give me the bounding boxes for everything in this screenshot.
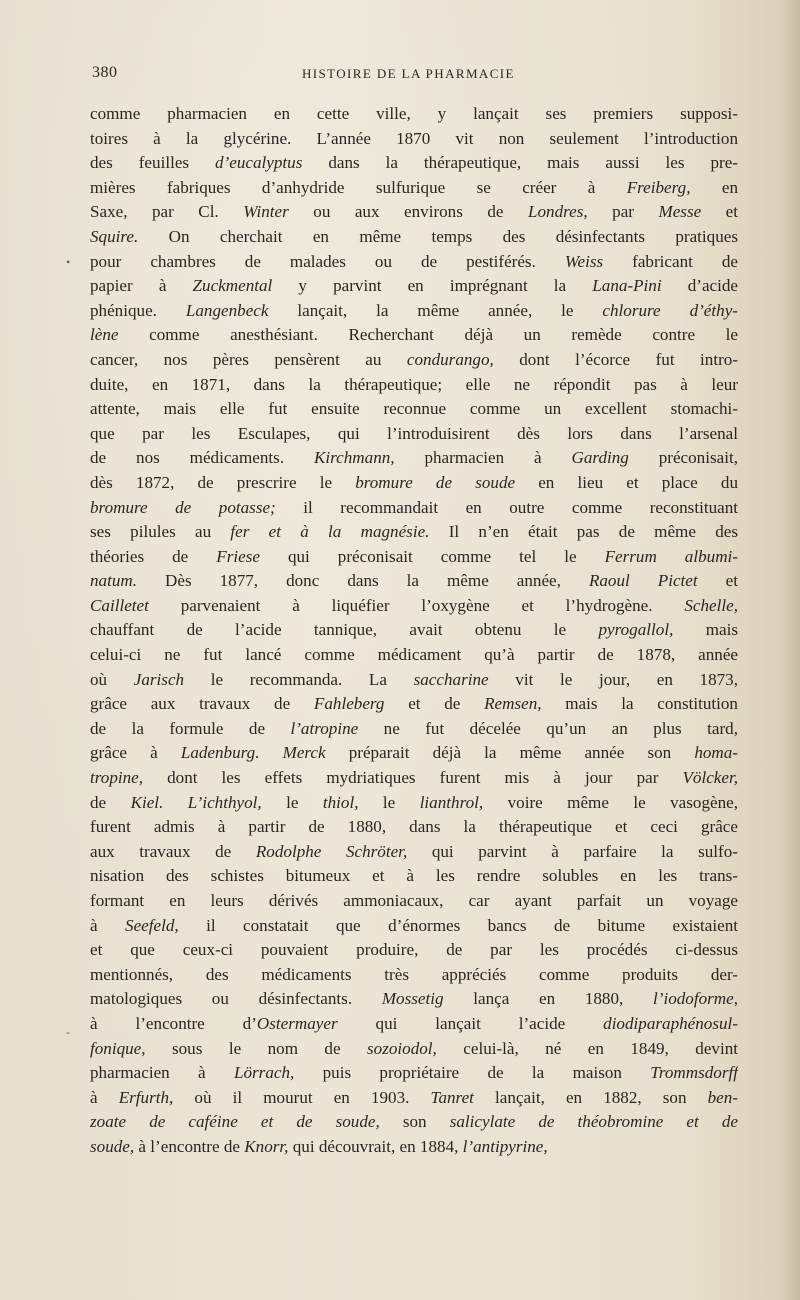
italic-run: Erfurth,	[118, 1087, 174, 1107]
text-run: mières fabriques d’anhydride sulfurique se créer à	[90, 177, 627, 197]
text-run: duite, en 1871, dans la thérapeutique; elle ne répondit pas à leur	[90, 374, 738, 394]
text-line	[90, 1012, 738, 1037]
text-run: mentionnés, des médicaments très appréciés comme produits der-	[90, 964, 738, 984]
text-run: aux travaux de	[90, 841, 256, 861]
italic-run: tropine,	[90, 768, 144, 788]
italic-run: Messe	[658, 202, 702, 222]
text-run: le	[358, 792, 420, 812]
text-run: sous le nom de	[145, 1038, 368, 1058]
italic-run: pyrogallol,	[598, 620, 674, 640]
text-line	[90, 815, 738, 840]
text-run: et	[697, 571, 738, 591]
text-run: papier à	[90, 276, 193, 296]
text-run: parvenaient à liquéfier l’oxygène et l’hydrogène.	[148, 595, 685, 615]
text-run: grâce à	[90, 743, 181, 763]
italic-run: Winter	[243, 202, 289, 222]
italic-run: Mossetig	[381, 989, 444, 1009]
text-run: cancer, nos pères pensèrent au	[90, 349, 407, 369]
text-run: attente, mais elle fut ensuite reconnue comme un excellent stomachi-	[90, 399, 738, 419]
text-line	[90, 422, 738, 447]
italic-run: fonique,	[90, 1038, 146, 1058]
text-run: il recommandait en outre comme reconstituant	[275, 497, 738, 517]
italic-run: Zuckmental	[192, 276, 273, 296]
text-run: y parvint en imprégnant la	[272, 276, 593, 296]
text-run: qui préconisait comme tel le	[259, 546, 605, 566]
text-line	[90, 1086, 738, 1111]
italic-run: ben-	[707, 1087, 738, 1107]
italic-run: fer et à la magnésie.	[230, 522, 430, 542]
text-run: toires à la glycérine. L’année 1870 vit non seulement l’introduction	[90, 128, 738, 148]
text-run: qui découvrait, en 1884,	[288, 1136, 463, 1156]
text-run: le recommanda. La	[184, 669, 414, 689]
text-run: il constatait que d’énormes bancs de bitume existaient	[178, 915, 738, 935]
text-run: dont les effets mydriatiques furent mis à jour par	[143, 768, 683, 788]
text-run: dont l’écorce fut intro-	[493, 349, 738, 369]
text-line	[90, 299, 738, 324]
text-run: ses pilules au	[90, 522, 231, 542]
text-line	[90, 864, 738, 889]
text-line	[90, 250, 738, 275]
text-line	[90, 373, 738, 398]
text-run: de la formule de	[90, 718, 291, 738]
italic-run: Lörrach,	[233, 1063, 295, 1083]
italic-run: bromure de potasse;	[90, 497, 276, 517]
text-line	[90, 225, 738, 250]
text-run: en	[690, 177, 738, 197]
italic-run: soude,	[90, 1136, 135, 1156]
text-run: de	[90, 792, 131, 812]
italic-run: Garding	[571, 448, 629, 468]
page-header	[92, 64, 738, 86]
text-run: mais	[673, 620, 738, 640]
text-run: Il n’en était pas de même des	[429, 522, 738, 542]
text-run: nisation des schistes bitumeux et à les rendre solubles en les trans-	[90, 866, 738, 886]
text-line	[90, 127, 738, 152]
text-run: dans la thérapeutique, mais aussi les pre-	[302, 153, 738, 173]
italic-run: Knorr,	[244, 1136, 289, 1156]
text-line	[90, 496, 738, 521]
text-line	[90, 594, 738, 619]
text-line	[90, 274, 738, 299]
text-line	[90, 545, 738, 570]
italic-run: zoate de caféine et de soude,	[90, 1112, 380, 1132]
text-run: à	[90, 1087, 119, 1107]
text-run: ne fut décelée qu’un an plus tard,	[358, 718, 738, 738]
text-run: préparait déjà la même année son	[325, 743, 695, 763]
italic-run: Remsen,	[484, 694, 542, 714]
text-run: pharmacien à	[90, 1063, 234, 1083]
text-run: Saxe, par Cl.	[90, 202, 244, 222]
italic-run: Raoul Pictet	[588, 571, 698, 591]
text-run: puis propriétaire de la maison	[294, 1063, 651, 1083]
italic-run: Jarisch	[133, 669, 185, 689]
text-run: voire même le vasogène,	[483, 792, 738, 812]
text-line	[90, 938, 738, 963]
text-line	[90, 717, 738, 742]
text-line	[90, 963, 738, 988]
text-line	[90, 151, 738, 176]
text-line	[90, 766, 738, 791]
italic-run: Langenbeck	[185, 300, 269, 320]
italic-run: l’iodoforme,	[653, 989, 738, 1009]
text-line	[90, 987, 738, 1012]
italic-run: l’antipyrine,	[462, 1136, 548, 1156]
text-run: et de	[384, 694, 485, 714]
text-run: que par les Esculapes, qui l’introduisirent dès lors dans l’arsenal	[90, 423, 738, 443]
italic-run: Ferrum albumi-	[604, 546, 738, 566]
text-run: comme pharmacien en cette ville, y lançait ses premiers supposi-	[90, 104, 738, 123]
text-run: fabricant de	[603, 251, 738, 271]
text-run: et que ceux-ci pouvaient produire, de par les procédés ci-dessus	[90, 940, 738, 960]
text-run: ou aux environs de	[288, 202, 528, 222]
italic-run: Weiss	[564, 251, 604, 271]
text-run: celui-ci ne fut lancé comme médicament qu’à partir de 1878, année	[90, 645, 738, 665]
italic-run: d’eucalyptus	[215, 153, 303, 173]
text-line	[90, 397, 738, 422]
italic-run: Cailletet	[90, 595, 149, 615]
text-run: préconisait,	[628, 448, 738, 468]
text-run: grâce aux travaux de	[90, 694, 314, 714]
text-run: Dès 1877, donc dans la même année,	[137, 571, 589, 591]
text-run: et	[701, 202, 738, 222]
text-run: à	[90, 915, 126, 935]
text-run: lançait, en 1882, son	[473, 1087, 708, 1107]
page-number: 380	[92, 64, 118, 81]
text-run: chauffant de l’acide tannique, avait obtenu le	[90, 620, 599, 640]
italic-run: salicylate de théobromine et de	[449, 1112, 738, 1132]
text-run: dès 1872, de prescrire le	[90, 472, 356, 492]
italic-run: Kirchmann,	[314, 448, 395, 468]
italic-run: Ladenburg. Merck	[180, 743, 326, 763]
text-line	[90, 102, 738, 127]
text-run: à l’encontre d’	[90, 1013, 257, 1033]
italic-run: Schelle,	[684, 595, 738, 615]
text-run: le	[261, 792, 323, 812]
italic-run: bromure de soude	[355, 472, 516, 492]
text-line	[90, 1037, 738, 1062]
text-line	[90, 1135, 738, 1160]
text-run: formant en leurs dérivés ammoniacaux, car ayant parfait un voyage	[90, 891, 738, 910]
text-run: vit le jour, en 1873,	[488, 669, 738, 689]
text-run: en lieu et place du	[515, 472, 738, 492]
text-line	[90, 692, 738, 717]
italic-run: Tanret	[430, 1087, 474, 1107]
text-run: comme anesthésiant. Recherchant déjà un remède contre le	[118, 325, 738, 345]
text-line	[90, 348, 738, 373]
text-run: d’acide	[661, 276, 738, 296]
text-line	[90, 618, 738, 643]
italic-run: Fahleberg	[313, 694, 385, 714]
text-line	[90, 791, 738, 816]
italic-run: lianthrol,	[419, 792, 484, 812]
margin-dot: •	[66, 255, 71, 269]
text-run: celui-là, né en 1849, devint	[436, 1038, 738, 1058]
text-line	[90, 889, 738, 914]
text-run: qui lançait l’acide	[337, 1013, 604, 1033]
text-line	[90, 176, 738, 201]
text-line	[90, 1061, 738, 1086]
text-line	[90, 1110, 738, 1135]
text-run: furent admis à partir de 1880, dans la thérapeutique et ceci grâce	[90, 817, 738, 837]
italic-run: Freiberg,	[626, 177, 691, 197]
italic-run: Lana-Pini	[592, 276, 662, 296]
italic-run: thiol,	[322, 792, 359, 812]
text-line	[90, 741, 738, 766]
text-run: On cherchait en même temps des désinfectants pratiques	[138, 226, 738, 246]
italic-run: Rodolphe Schröter,	[255, 841, 408, 861]
body-text	[90, 102, 738, 1160]
text-line	[90, 914, 738, 939]
italic-run: Londres,	[527, 202, 588, 222]
text-run: pharmacien à	[394, 448, 572, 468]
italic-run: diodiparaphénosul-	[603, 1013, 738, 1033]
text-run: où il mourut en 1903.	[173, 1087, 431, 1107]
italic-run: Trommsdorff	[650, 1063, 738, 1083]
text-line	[90, 569, 738, 594]
text-run: qui parvint à parfaire la sulfo-	[407, 841, 738, 861]
text-line	[90, 840, 738, 865]
text-run: lança en 1880,	[443, 989, 653, 1009]
italic-run: chlorure d’éthy-	[602, 300, 738, 320]
text-run: son	[379, 1112, 450, 1132]
italic-run: Kiel. L’ichthyol,	[130, 792, 262, 812]
text-run: matologiques ou désinfectants.	[90, 989, 382, 1009]
text-line	[90, 446, 738, 471]
margin-tick: ‐	[66, 1025, 70, 1039]
text-line	[90, 200, 738, 225]
text-line	[90, 643, 738, 668]
text-line	[90, 520, 738, 545]
italic-run: sozoiodol,	[367, 1038, 437, 1058]
page-edge-shadow	[782, 0, 800, 1300]
italic-run: l’atropine	[290, 718, 359, 738]
text-line	[90, 668, 738, 693]
italic-run: condurango,	[406, 349, 494, 369]
text-run: où	[90, 669, 134, 689]
text-run: de nos médicaments.	[90, 448, 314, 468]
italic-run: saccharine	[413, 669, 489, 689]
text-run: par	[587, 202, 659, 222]
italic-run: Ostermayer	[256, 1013, 338, 1033]
italic-run: homa-	[694, 743, 738, 763]
text-run: mais la constitution	[541, 694, 738, 714]
italic-run: natum.	[90, 571, 138, 591]
italic-run: Friese	[216, 546, 260, 566]
text-run: pour chambres de malades ou de pestiférés.	[90, 251, 565, 271]
running-title: HISTOIRE DE LA PHARMACIE	[302, 66, 515, 81]
text-run: phénique.	[90, 300, 186, 320]
text-run: lançait, la même année, le	[268, 300, 603, 320]
text-run: à l’encontre de	[134, 1136, 245, 1156]
text-line	[90, 323, 738, 348]
text-run: des feuilles	[90, 153, 216, 173]
italic-run: Völcker,	[682, 768, 738, 788]
italic-run: lène	[90, 325, 119, 345]
text-run: théories de	[90, 546, 217, 566]
italic-run: Seefeld,	[125, 915, 179, 935]
italic-run: Squire.	[90, 226, 139, 246]
text-line	[90, 471, 738, 496]
